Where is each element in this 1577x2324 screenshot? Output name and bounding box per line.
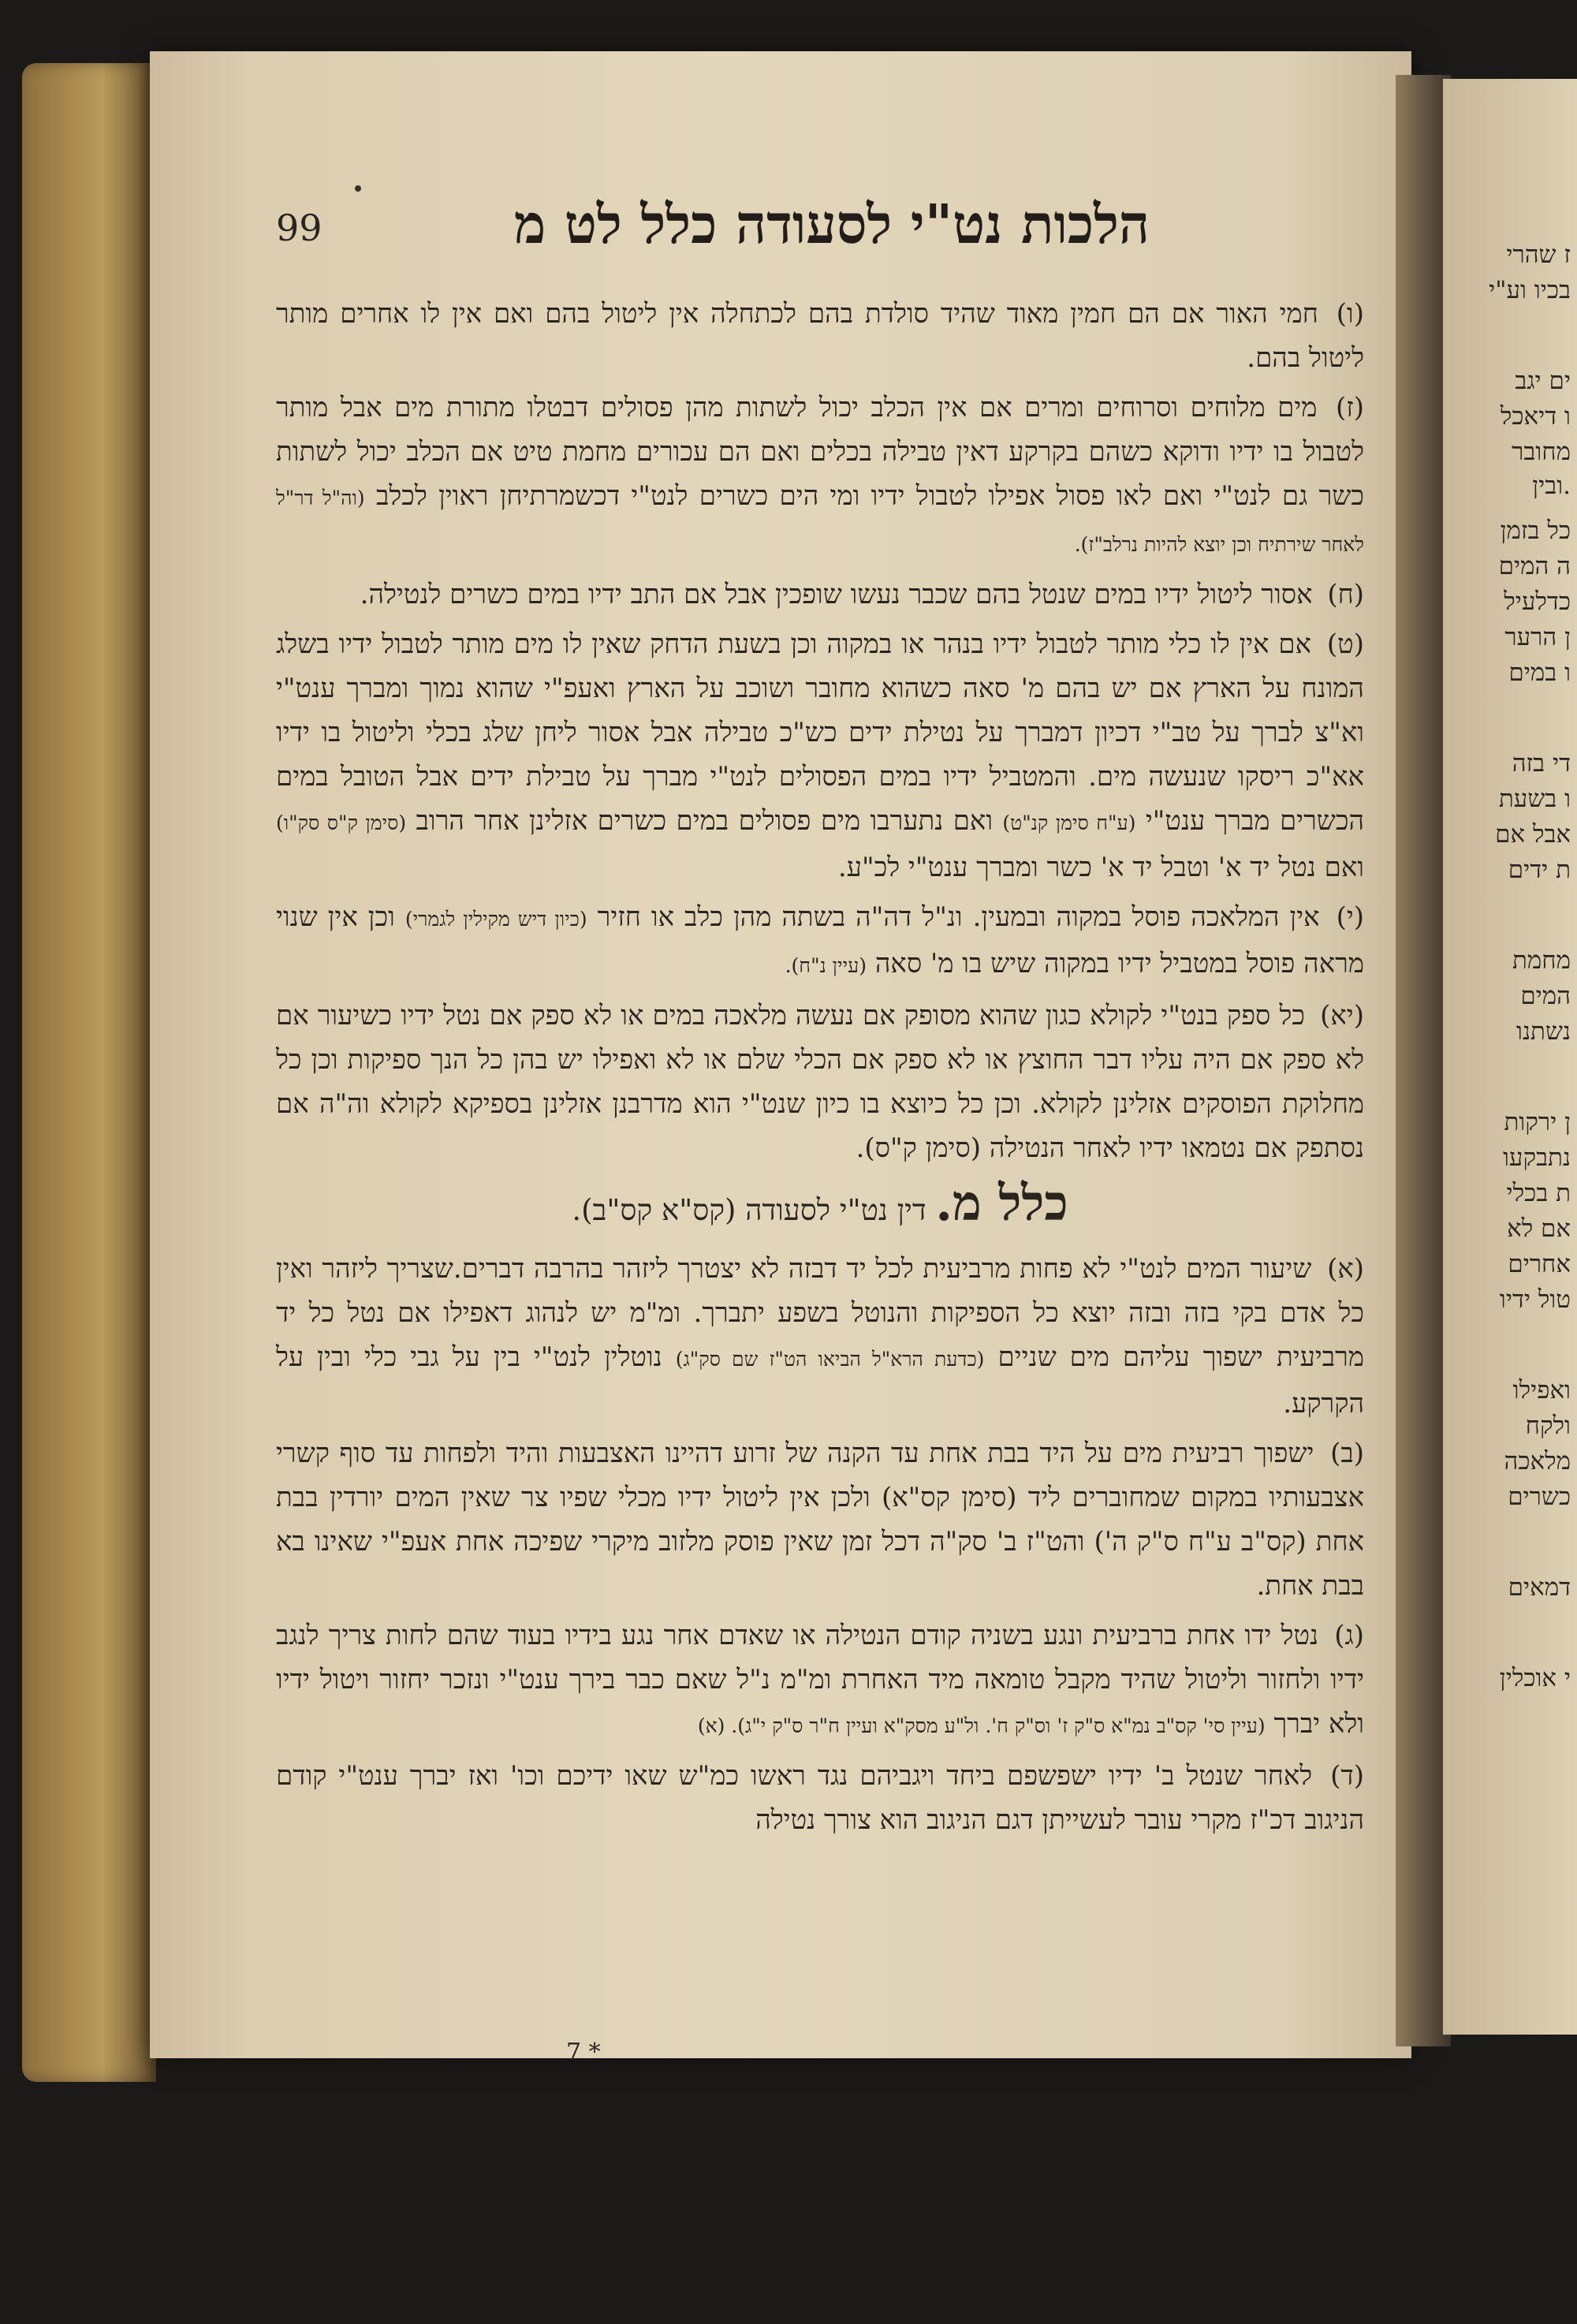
- facing-page-fragment: המים: [1520, 982, 1571, 1010]
- running-head: הלכות נט"י לסעודה כלל לט מ: [513, 193, 1150, 256]
- paragraph-note: (וה"ל דר"ל לאחר שירתיח וכן יוצא להיות נרלב"ז).: [276, 487, 1364, 556]
- paragraph-text: מים מלוחים וסרוחים ומרים אם אין הכלב יכול לשתות מהן פסולים דבטלו מתורת מים אבל מותר לטבול בו ידיו ודוקא כשהם בקרקע דאין טבילה בכלים ואם הם עכורים מחמת טיט אם הכלב יכול לשתות כשר גם לנט"י ואם לאו פסול אפילו לטבול ידיו ומי הים כשרים לנט"י דכשמרתיחן ראוין לכלב: [276, 392, 1364, 512]
- paragraph: [276, 573, 1364, 617]
- facing-page-fragment: נתבקעו: [1503, 1143, 1571, 1172]
- paragraph-note: (עיין נ"ח).: [785, 954, 867, 977]
- paragraph-text: כל ספק בנט"י לקולא כגון שהוא מסופק אם נעשה מלאכה במים או לא ספק אם נטל ידיו כשיעור אם לא ספק אם היה עליו דבר החוצץ או לא ספק אם הכלי שלם או לא ואפילו יש בהן כל הנך ספיקות וכן כל מחלוקת הפוסקים אזלינן לקולא. וכן כל כיוצא בו כיון שנט"י הוא מדרבנן אזלינן בספיקא לקולא וה"ה אם נסתפק אם נטמאו ידיו לאחר הנטילה (סימן ק"ס).: [276, 1000, 1364, 1164]
- paragraph-text: לאחר שנטל ב' ידיו ישפשפם ביחד ויגביהם נגד ראשו כמ"ש שאו ידיכם וכו' ואז יברך ענט"י קודם הניגוב דכ"ז מקרי עובר לעשייתן דגם הניגוב הוא צורך נטילה: [276, 1760, 1364, 1836]
- facing-page-fragment: ה המים: [1498, 552, 1571, 580]
- paragraph-marker: (י): [1336, 901, 1365, 933]
- facing-page-fragment: אבל אם: [1495, 820, 1571, 849]
- paragraph-text: חמי האור אם הם חמין מאוד שהיד סולדת בהם לכתחלה אין ליטול בהם ואם אין לו אחרים מותר ליטול בהם.: [276, 298, 1364, 374]
- paragraph-text: וכן אין שנוי מראה פוסל במטביל ידיו במקוה שיש בו מ' סאה: [276, 901, 1364, 979]
- facing-page-fragment: אם לא: [1507, 1214, 1571, 1243]
- facing-page-fragment: י אוכלין: [1499, 1664, 1571, 1692]
- paragraph-note: (סימן ק"ס סק"ו): [276, 811, 407, 834]
- paragraph-marker: (ח): [1327, 579, 1364, 610]
- paragraph: [276, 1247, 1364, 1426]
- facing-page-fragment: ן ירקות: [1504, 1108, 1571, 1136]
- facing-page-fragment: מלאכה: [1504, 1447, 1571, 1475]
- paragraph-marker: (יא): [1320, 1000, 1364, 1031]
- paragraph-note: (עיין סי' קס"ב נמ"א ס"ק ז' וס"ק ח'. ול"ע מסק"א ועיין ח"ר ס"ק י"ג). (א): [697, 1714, 1266, 1737]
- paragraph-text: נוטלין לנט"י בין על גבי כלי ובין על הקרקע.: [276, 1341, 1364, 1419]
- book-spine-edge: [22, 63, 156, 2082]
- paragraph-text: ישפוך רביעית מים על היד בבת אחת עד הקנה של זרוע דהיינו האצבעות והיד ולפחות עד סוף קשרי אצבעותיו במקום שמחוברים ליד (סימן קס"א) ולכן אין ליטול ידיו מכלי שפיו צר שאין המים יורדין בבת אחת (קס"ב ע"ח ס"ק ה') והט"ז ב' סק"ה דכל זמן שאין פוסק מלזוב מיקרי שפיכה אחת אעפ"י שאינו בא בבת אחת.: [276, 1438, 1364, 1602]
- facing-page: [1443, 79, 1577, 2035]
- page-number: 99: [276, 207, 322, 249]
- paragraph: [276, 1754, 1364, 1842]
- paragraph-marker: (ג): [1334, 1620, 1364, 1651]
- facing-page-fragment: ת ידים: [1508, 856, 1571, 884]
- facing-page-fragment: ו בשעת: [1498, 785, 1571, 813]
- facing-page-fragment: טול ידיו: [1499, 1285, 1571, 1314]
- section-source: (קס"א קס"ב).: [572, 1193, 736, 1227]
- facing-page-fragment: בכיו וע"י: [1489, 276, 1571, 304]
- ink-speck: [355, 185, 361, 192]
- facing-page-fragment: מחובר: [1512, 438, 1571, 466]
- paragraph: [276, 386, 1364, 567]
- facing-page-fragment: ולקח: [1525, 1412, 1571, 1440]
- paragraph-text: אסור ליטול ידיו במים שנטל בהם שכבר נעשו שופכין אבל אם התב ידיו במים כשרים לנטילה.: [360, 579, 1313, 610]
- facing-page-fragment: ת בכלי: [1506, 1179, 1571, 1207]
- facing-page-fragment: ו במים: [1508, 658, 1571, 687]
- paragraph: [276, 1431, 1364, 1608]
- facing-page-fragment: ואפילו: [1512, 1376, 1571, 1404]
- paragraph-text: ואם נטל יד א' וטבל יד א' כשר ומברך ענט"י לכ"ע.: [837, 852, 1364, 883]
- paragraph-note: (כדעת הרא"ל הביאו הט"ז שם סק"ג): [675, 1348, 985, 1371]
- paragraph: [276, 994, 1364, 1170]
- facing-page-fragment: כדלעיל: [1504, 588, 1571, 616]
- paragraph: [276, 895, 1364, 988]
- main-text: [276, 292, 1364, 2106]
- paragraph: [276, 292, 1364, 380]
- paragraph: [276, 622, 1364, 890]
- facing-page-fragment: כל בזמן: [1500, 517, 1571, 545]
- paragraph-text: אין המלאכה פוסל במקוה ובמעין. ונ"ל דה"ה בשתה מהן כלב או חזיר: [597, 901, 1320, 933]
- facing-page-fragment: ן הרער: [1504, 623, 1571, 651]
- section-heading: [276, 1174, 1364, 1233]
- paragraph-note: (ע"ח סימן קנ"ט): [1002, 811, 1136, 834]
- paragraph: [276, 1613, 1364, 1748]
- paragraph-marker: (ט): [1326, 629, 1364, 660]
- facing-page-fragment: אחרים: [1508, 1250, 1571, 1278]
- facing-page-fragment: נשתנו: [1516, 1017, 1571, 1046]
- facing-page-fragment: ו דיאכל: [1500, 402, 1571, 431]
- paragraph-marker: (ו): [1336, 298, 1364, 330]
- facing-page-fragment: דמאים: [1508, 1573, 1571, 1602]
- paragraph-text: אם אין לו כלי מותר לטבול ידיו בנהר או במקוה וכן בשעת הדחק שאין לו מים מותר לטבול ידיו בשלג המונח על הארץ אם יש בהם מ' סאה כשהוא מחובר ושוכב על הארץ ואעפ"י שהוא נמוך ומברך ענט"י וא"צ לברך על טב"י דכיון דמברך על נטילת ידים כש"כ טבילה אבל אסור ליחן שלג בכלי וליטול בו ידיו אא"כ ריסקו שנעשה מים. והמטביל ידיו במים הפסולים לנט"י מברך על טבילת ידים אבל הטובל במים הכשרים מברך ענט"י: [276, 629, 1365, 837]
- facing-page-fragment: ים יגב: [1515, 367, 1571, 395]
- section-title: דין נט"י לסעודה: [745, 1193, 926, 1227]
- facing-page-fragment: מחמת: [1512, 946, 1571, 975]
- signature-mark: 7 *: [566, 2039, 601, 2066]
- section-label: כלל מ.: [935, 1174, 1068, 1232]
- paragraph-marker: (א): [1327, 1253, 1364, 1285]
- facing-page-fragment: כשרים: [1508, 1483, 1571, 1511]
- paragraph-marker: (ז): [1335, 392, 1364, 423]
- paragraph-marker: (ד): [1330, 1760, 1365, 1792]
- facing-page-fragment: ובין.: [1532, 472, 1571, 500]
- paragraph-marker: (ב): [1330, 1438, 1364, 1469]
- paragraph-note: (כיון דיש מקילין לגמרי): [405, 908, 587, 931]
- facing-page-fragment: ז שהרי: [1506, 241, 1571, 269]
- paragraph-text: שיעור המים לנט"י לא פחות מרביעית לכל יד דבזה לא יצטרך ליזהר בהרבה דברים.שצריך ליזהר ואין כל אדם בקי בזה ובזה יוצא כל הספיקות והנוטל בשפע יתברך. ומ"מ יש לנהוג דאפילו אם נטל כל יד מרביעית ישפוך עליהם מים שניים: [276, 1253, 1365, 1373]
- paragraph-text: נטל ידו אחת ברביעית ונגע בשניה קודם הנטילה או שאדם אחר נגע בידיו בעוד שהם לחות צריך לנגב ידיו ולחזור וליטול שהיד מקבל טומאה מיד האחרת ומ"מ נ"ל שאם כבר בירך ענט"י ונזכר יחזור ויטול ידיו ולא יברך: [276, 1620, 1364, 1740]
- facing-page-fragment: די בזה: [1512, 749, 1571, 778]
- paragraph-text: ואם נתערבו מים פסולים במים כשרים אזלינן אחר הרוב: [416, 805, 994, 837]
